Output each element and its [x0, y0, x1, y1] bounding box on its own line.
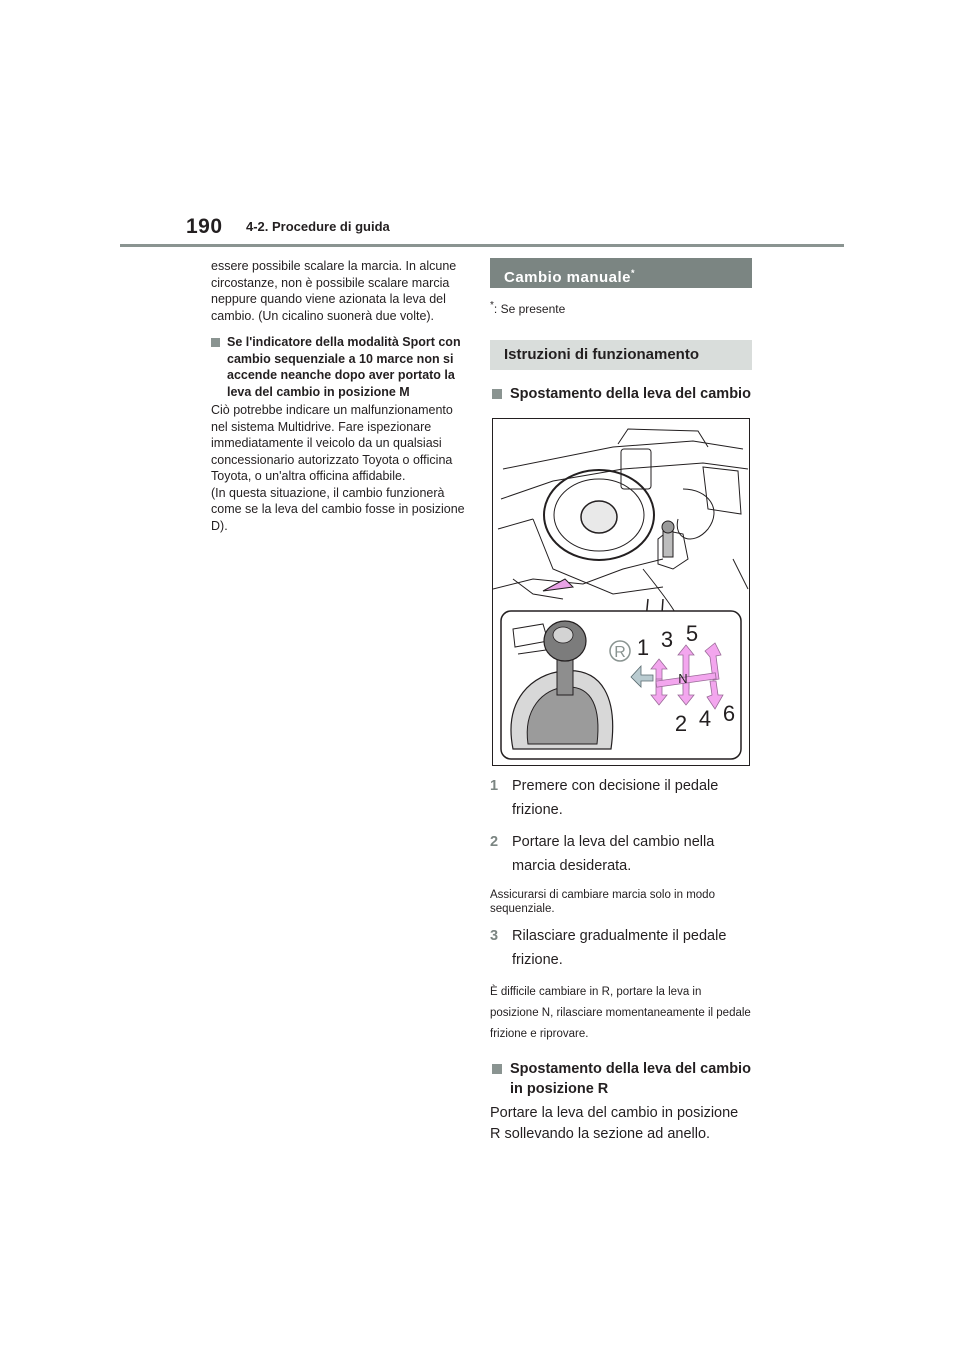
footnote	[490, 300, 752, 316]
gear-label-1: 1	[636, 635, 650, 660]
gear-label-n: N	[678, 671, 688, 686]
footnote-mark: *	[490, 300, 494, 311]
step-text: Rilasciare gradualmente il pedale frizione.	[512, 928, 727, 968]
subheading-reverse	[490, 1059, 752, 1099]
subheading-sport-indicator	[211, 334, 471, 400]
step-text: Premere con decisione il pedale frizione.	[512, 778, 719, 818]
gear-label-6: 6	[722, 701, 736, 726]
asterisk-mark: *	[631, 268, 636, 278]
note-reverse: È difficile cambiare in R, portare la leva in posizione N, rilasciare momentaneamente il pedale frizione e riprovare.	[490, 986, 751, 1040]
step-3	[490, 924, 752, 972]
step-2	[490, 830, 752, 878]
subheading-shift-lever	[490, 384, 752, 404]
footnote-text: : Se presente	[493, 302, 566, 316]
subheading-text: Spostamento della leva del cambio	[510, 386, 751, 402]
step-1	[490, 774, 752, 822]
square-bullet-icon	[211, 338, 220, 347]
reverse-arrow	[631, 666, 653, 687]
step-text: Portare la leva del cambio nella marcia desiderata.	[512, 834, 715, 874]
shift-pattern-illustration	[492, 418, 750, 766]
banner-title: Cambio manuale	[504, 269, 632, 286]
left-column	[211, 258, 471, 534]
gear-label-3: 3	[660, 627, 674, 652]
gear-label-4: 4	[698, 706, 712, 731]
subheading-text: Spostamento della leva del cambio in posizione R	[510, 1061, 751, 1097]
gear-label-2: 2	[674, 711, 688, 736]
section-banner-instructions: Istruzioni di funzionamento	[490, 340, 752, 370]
note-sequential: Assicurarsi di cambiare marcia solo in modo sequenziale.	[490, 889, 715, 915]
step-number: 2	[490, 834, 499, 850]
step-number: 3	[490, 928, 499, 944]
square-bullet-icon	[492, 389, 502, 399]
subheading-text: Se l'indicatore della modalità Sport con cambio sequenziale a 10 marce non si accende neanche dopo aver portato la leva del cambio in posizione M	[227, 335, 461, 399]
step-number: 1	[490, 778, 499, 794]
page-number: 190	[186, 215, 223, 238]
paragraph-situation: (In questa situazione, il cambio funzionerà come se la leva del cambio fosse in posizione D).	[211, 485, 465, 533]
paragraph-malfunction: Ciò potrebbe indicare un malfunzionamento nel sistema Multidrive. Fare ispezionare immediatamente il veicolo da un qualsiasi concessionario autorizzato Toyota o officina Toyota, o un'altra officina affidabile.	[211, 403, 453, 483]
right-column	[490, 258, 752, 1145]
section-banner-manual	[490, 258, 752, 288]
paragraph-reverse: Portare la leva del cambio in posizione R sollevando la sezione ad anello.	[490, 1105, 739, 1142]
paragraph-downshift: essere possibile scalare la marcia. In alcune circostanze, non è possibile scalare marcia neppure quando viene azionata la leva del cambio. (Un cicalino suonerà due volte).	[211, 259, 457, 323]
section-breadcrumb: 4-2. Procedure di guida	[246, 219, 390, 234]
gear-label-5: 5	[685, 621, 699, 646]
gear-shift-pattern	[493, 419, 749, 765]
header-divider	[120, 244, 844, 247]
square-bullet-icon	[492, 1064, 502, 1074]
gear-label-r: R	[614, 644, 626, 661]
